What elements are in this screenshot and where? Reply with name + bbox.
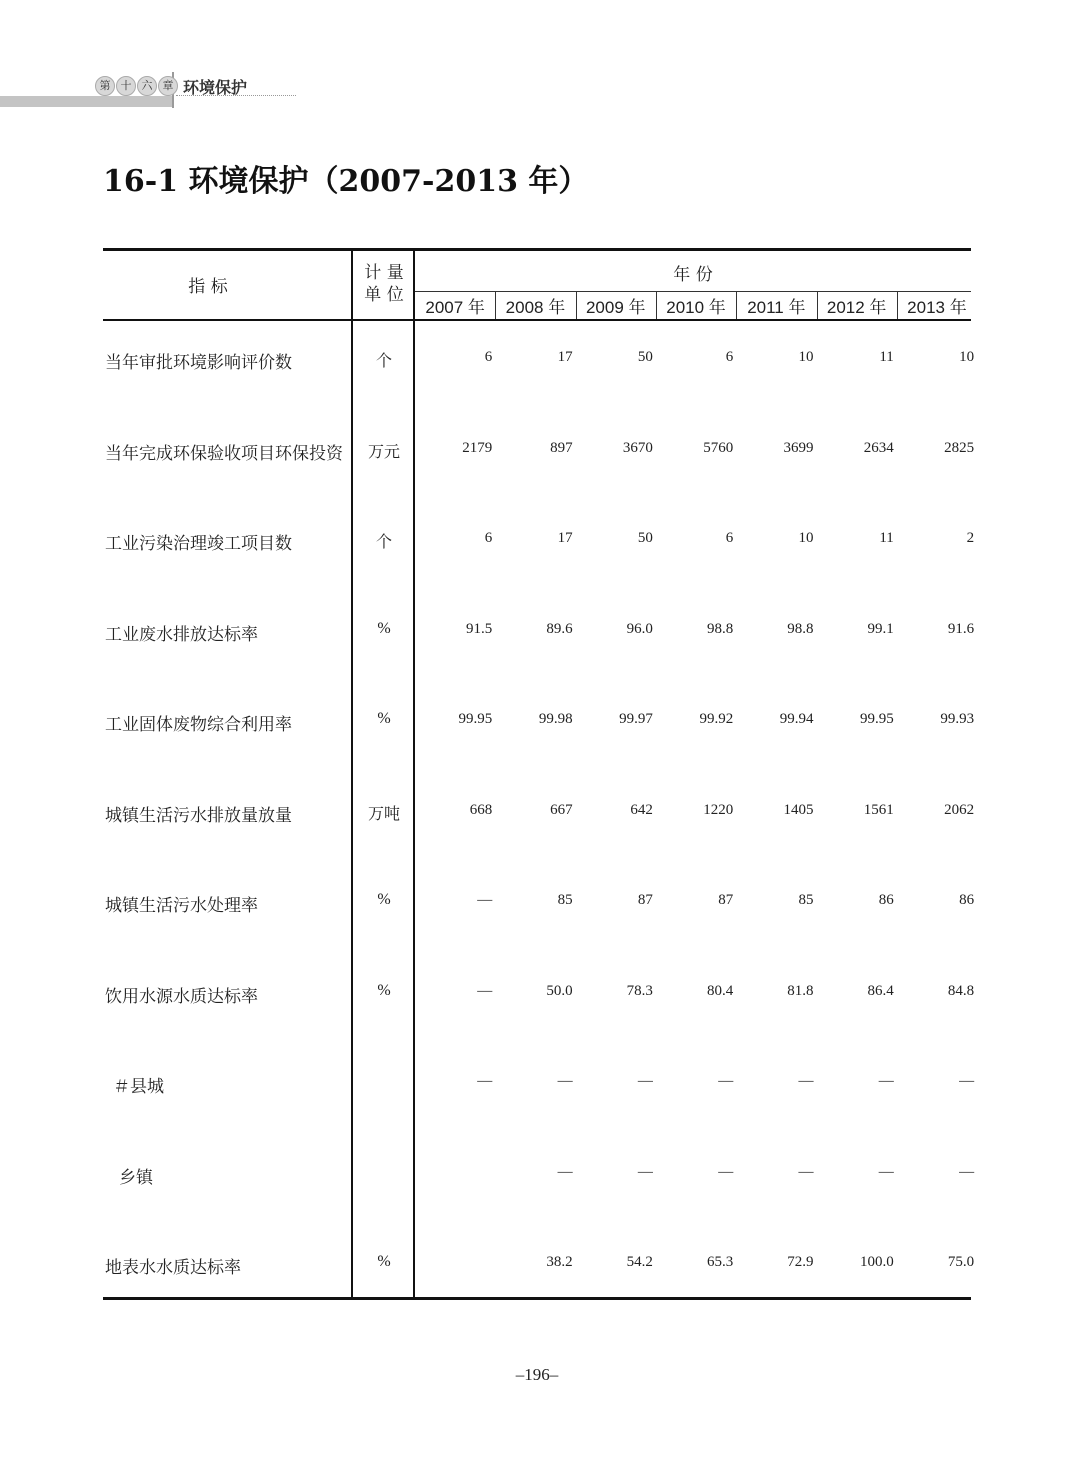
row-indicator: 工业污染治理竣工项目数 (105, 534, 292, 554)
row-indicator: 地表水水质达标率 (105, 1258, 241, 1278)
row-value: 2062 (944, 801, 975, 818)
row-unit: 万吨 (367, 805, 400, 823)
row-value: 85 (557, 892, 573, 908)
row-indicator: 乡镇 (119, 1167, 153, 1188)
row-value: 54.2 (626, 1254, 653, 1270)
section-title: 环境保护 (183, 78, 248, 97)
chapter-char: 第 (95, 76, 115, 96)
year-divider (817, 292, 818, 319)
row-value: — (878, 1163, 894, 1180)
chapter-char: 六 (137, 76, 157, 96)
row-value: 642 (630, 801, 653, 818)
table-row (103, 801, 975, 826)
row-value: 98.8 (787, 620, 814, 637)
row-value: 6 (725, 349, 734, 365)
row-value: 2 (966, 530, 975, 546)
table-top-rule (103, 248, 971, 251)
header-year: 2012 年 (826, 298, 887, 317)
year-divider (495, 292, 496, 319)
row-value: 1220 (703, 801, 734, 818)
row-value: — (959, 1073, 975, 1089)
row-unit: 个 (375, 534, 392, 551)
row-value: 1405 (783, 801, 814, 818)
row-value: 6 (484, 530, 493, 546)
row-value: 99.97 (619, 711, 653, 727)
row-value: 65.3 (706, 1254, 734, 1270)
table-row (103, 348, 975, 373)
row-value: 17 (557, 349, 573, 365)
header-indicator: 指 标 (188, 277, 228, 297)
row-indicator: 饮用水源水质达标率 (105, 986, 258, 1007)
row-unit: % (377, 981, 391, 999)
row-value: 11 (879, 349, 894, 365)
row-indicator: 当年审批环境影响评价数 (105, 353, 292, 373)
row-value: 80.4 (706, 982, 734, 999)
row-value: 99.95 (860, 711, 894, 727)
row-value: — (637, 1163, 653, 1180)
row-value: 2634 (863, 439, 894, 456)
chapter-char: 章 (158, 76, 178, 96)
row-value: 100.0 (860, 1254, 894, 1270)
row-value: — (959, 1163, 975, 1180)
column-divider (413, 251, 415, 1297)
header-year: 2009 年 (585, 298, 646, 317)
row-indicator: 工业固体废物综合利用率 (105, 715, 292, 735)
row-value: 50 (637, 530, 653, 546)
column-divider (351, 251, 353, 1297)
table-row (103, 981, 975, 1007)
row-value: 668 (469, 801, 493, 818)
row-value: — (557, 1073, 573, 1089)
table-bottom-rule (103, 1297, 971, 1300)
header-unit-line2: 单 位 (364, 285, 404, 305)
header-year-group: 年 份 (673, 265, 713, 285)
row-value: 86 (878, 892, 894, 908)
year-divider (736, 292, 737, 319)
row-value: 99.95 (458, 711, 493, 727)
table-row (103, 1163, 975, 1188)
row-value: — (718, 1073, 734, 1089)
running-header (0, 70, 1074, 110)
row-value: — (557, 1163, 573, 1180)
row-value: 11 (879, 530, 894, 546)
header-year: 2010 年 (666, 298, 726, 317)
row-indicator: ＃县城 (113, 1077, 164, 1097)
row-value: 6 (725, 530, 734, 546)
row-indicator: 当年完成环保验收项目环保投资 (105, 443, 343, 464)
table-row (103, 1253, 975, 1278)
row-value: 99.98 (538, 711, 573, 727)
row-value: 86.4 (867, 982, 894, 999)
row-value: 10 (798, 349, 814, 365)
row-unit: 个 (375, 353, 392, 370)
row-value: 1561 (863, 801, 894, 818)
row-value: 87 (637, 892, 653, 908)
row-value: 667 (550, 801, 573, 818)
row-value: 81.8 (787, 982, 814, 999)
row-value: 99.94 (779, 711, 814, 727)
row-value: — (477, 892, 493, 908)
row-value: — (878, 1073, 894, 1089)
row-value: 2825 (944, 439, 975, 456)
row-value: — (798, 1163, 814, 1180)
row-value: 89.6 (546, 620, 573, 637)
table-row (103, 439, 975, 464)
row-unit: % (377, 1253, 391, 1270)
row-value: 91.5 (466, 620, 493, 637)
row-value: 85 (798, 892, 814, 908)
row-value: 3670 (622, 439, 653, 456)
table-row (103, 710, 975, 735)
row-value: 72.9 (787, 1254, 814, 1270)
row-value: 50 (637, 349, 653, 365)
row-unit: % (377, 619, 391, 637)
header-year: 2013 年 (907, 298, 967, 317)
chapter-char: 十 (116, 76, 136, 96)
header-unit-line1: 计 量 (364, 263, 404, 283)
header-unit (355, 262, 413, 306)
year-divider (897, 292, 898, 319)
row-value: — (477, 982, 493, 999)
row-indicator: 城镇生活污水处理率 (105, 896, 258, 916)
table-row (103, 619, 975, 645)
row-value: 38.2 (546, 1254, 573, 1270)
row-value: 84.8 (947, 982, 975, 999)
header-year: 2011 年 (747, 298, 806, 317)
page-number: –196– (515, 1365, 559, 1384)
row-value: — (718, 1163, 734, 1180)
row-value: 2179 (462, 439, 493, 456)
row-value: 6 (484, 349, 493, 365)
row-value: 86 (959, 892, 975, 908)
row-value: 75.0 (947, 1254, 975, 1270)
header-bar (0, 96, 172, 107)
row-value: 10 (959, 349, 975, 365)
header-year: 2008 年 (505, 298, 566, 317)
row-value: 96.0 (626, 620, 653, 637)
row-value: — (637, 1073, 653, 1089)
row-value: 87 (718, 892, 734, 908)
row-value: 3699 (783, 439, 814, 456)
table-row (103, 529, 975, 554)
row-value: 5760 (703, 439, 734, 456)
row-value: 99.92 (699, 711, 734, 727)
row-value: 99.93 (940, 711, 975, 727)
row-indicator: 城镇生活污水排放量放量 (105, 805, 292, 826)
year-divider (576, 292, 577, 319)
row-value: 99.1 (867, 620, 894, 637)
chapter-label (95, 76, 178, 96)
row-value: 17 (557, 530, 573, 546)
row-value: — (477, 1073, 493, 1089)
row-indicator: 工业废水排放达标率 (105, 624, 258, 645)
row-unit: 万元 (367, 443, 400, 461)
table-row (103, 1072, 975, 1097)
row-value: 98.8 (706, 620, 734, 637)
year-divider (656, 292, 657, 319)
row-value: — (798, 1073, 814, 1089)
header-year: 2007 年 (425, 298, 485, 317)
table-row (103, 891, 975, 916)
row-value: 50.0 (546, 982, 573, 999)
year-group-rule (415, 291, 971, 292)
page-title: 16-1 环境保护（2007-2013 年） (103, 164, 589, 199)
row-value: 897 (550, 439, 573, 456)
row-unit: % (377, 891, 391, 908)
row-value: 10 (798, 530, 814, 546)
row-unit: % (377, 710, 391, 727)
row-value: 91.6 (947, 620, 975, 637)
row-value: 78.3 (626, 982, 653, 999)
table-header-rule (103, 319, 971, 321)
